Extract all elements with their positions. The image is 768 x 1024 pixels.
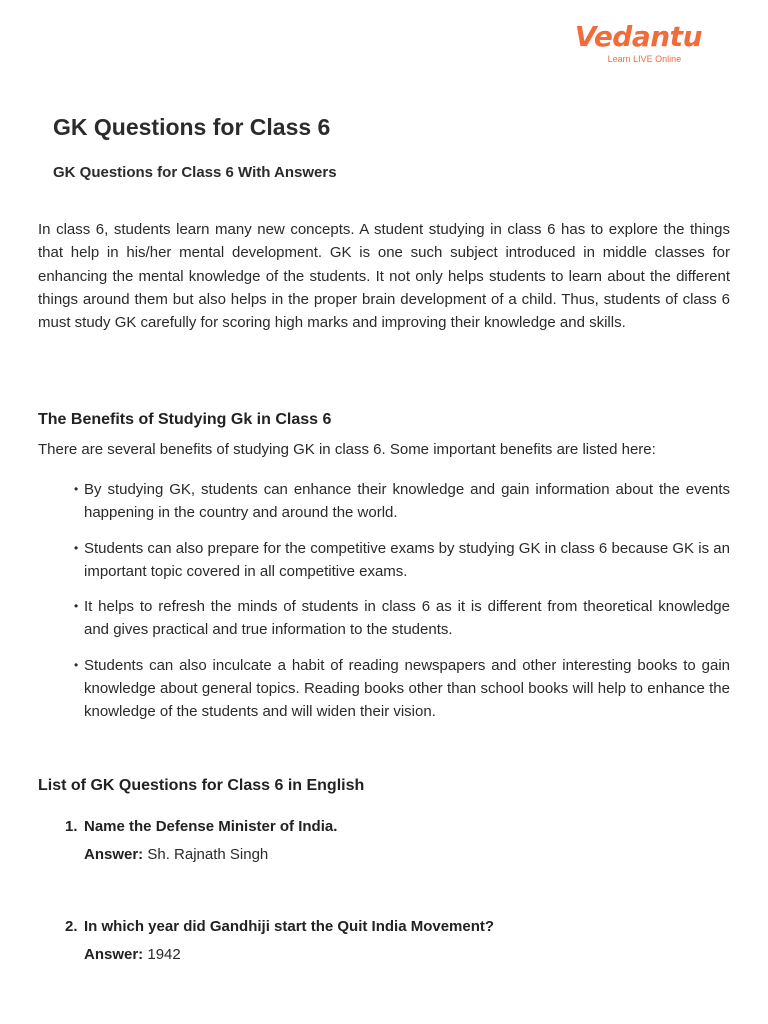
benefit-item — [74, 478, 730, 525]
benefits-list — [74, 478, 730, 724]
question-number: 1. — [65, 818, 78, 835]
question-text: Name the Defense Minister of India. — [84, 818, 338, 835]
page-title: GK Questions for Class 6 — [53, 114, 331, 140]
intro-paragraph: In class 6, students learn many new concepts. A student studying in class 6 has to explore the things that help in his/her mental development. GK is one such subject introduced in middle classes for enhancing the mental knowledge of the students. It not only helps students to learn about the different things around them but also helps in the proper brain development of a child. Thus, students of class 6 must study GK carefully for scoring high marks and improving their knowledge and skills. — [38, 221, 730, 332]
benefit-text: By studying GK, students can enhance their knowledge and gain information about the events happening in the country and around the world. — [84, 481, 730, 522]
benefit-item — [74, 654, 730, 724]
bullet-icon: • — [74, 482, 79, 496]
answer-label: Answer: — [84, 946, 144, 963]
logo-tagline: Learn LIVE Online — [607, 54, 682, 64]
benefits-intro: There are several benefits of studying GK in class 6. Some important benefits are listed here: — [38, 441, 656, 458]
question-text: In which year did Gandhiji start the Quit India Movement? — [84, 918, 495, 935]
benefit-text: Students can also inculcate a habit of reading newspapers and other interesting books to gain knowledge about general topics. Reading books other than school books will help to enhance the knowledge of the students and will widen their vision. — [84, 656, 730, 721]
logo-wordmark: Vedantu — [574, 20, 702, 53]
benefit-text: It helps to refresh the minds of students in class 6 as it is different from theoretical knowledge and gives practical and true information to the students. — [84, 598, 730, 639]
bullet-icon: • — [74, 657, 79, 672]
bullet-icon: • — [74, 540, 79, 555]
benefits-heading: The Benefits of Studying Gk in Class 6 — [38, 411, 332, 428]
question-item — [65, 816, 337, 866]
question-number: 2. — [65, 918, 78, 935]
benefit-text: Students can also prepare for the competitive exams by studying GK in class 6 because GK is an important topic covered in all competitive exams. — [84, 539, 730, 580]
questions-heading: List of GK Questions for Class 6 in English — [38, 777, 365, 794]
question-item — [65, 916, 494, 966]
answer-row — [84, 844, 337, 866]
answer-text: Sh. Rajnath Singh — [147, 846, 269, 863]
benefit-item — [74, 537, 730, 584]
page-subtitle: GK Questions for Class 6 With Answers — [53, 164, 337, 181]
answer-text: 1942 — [147, 946, 181, 963]
document-page — [38, 0, 730, 1024]
answer-row — [84, 944, 494, 966]
benefit-item — [74, 595, 730, 642]
answer-label: Answer: — [84, 846, 144, 863]
bullet-icon: • — [74, 599, 79, 614]
